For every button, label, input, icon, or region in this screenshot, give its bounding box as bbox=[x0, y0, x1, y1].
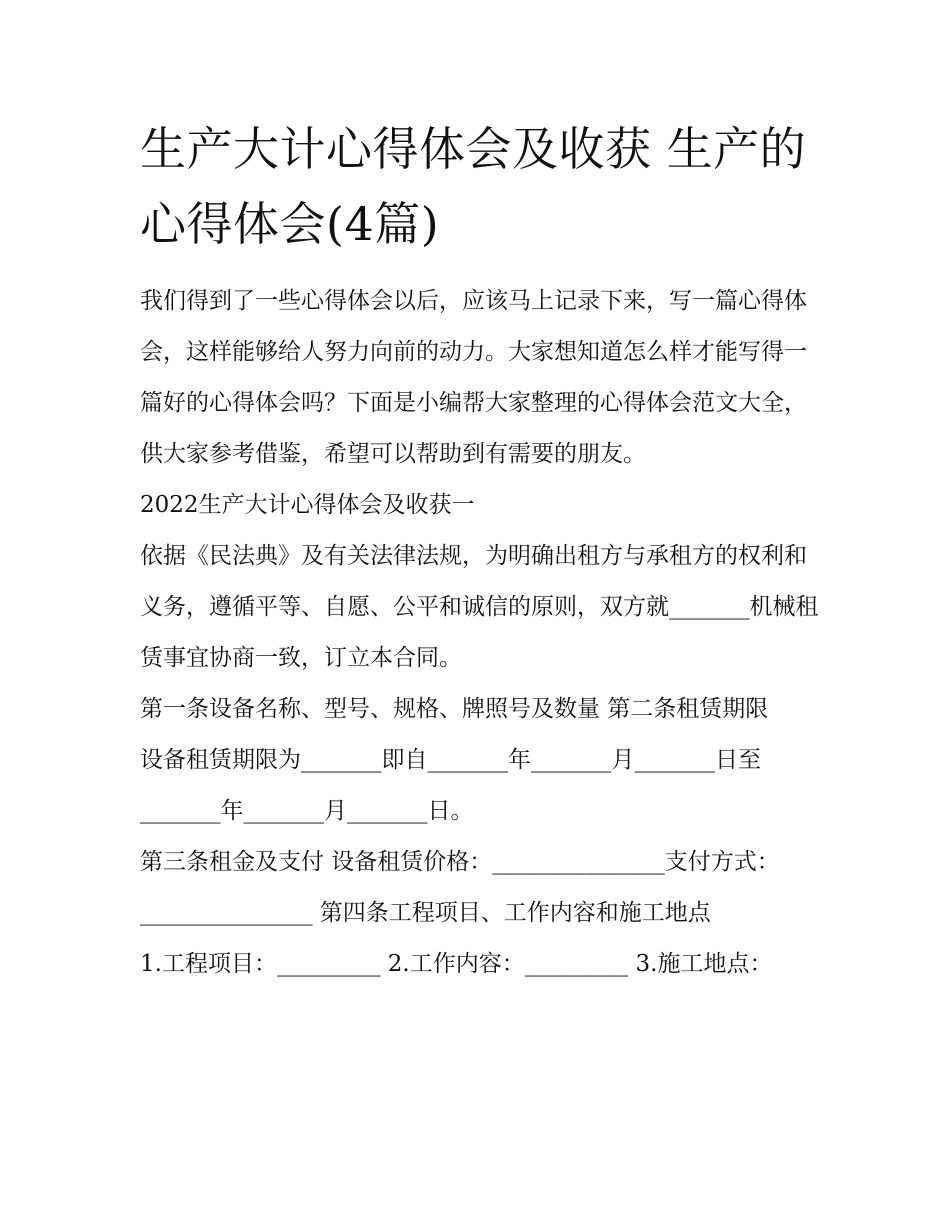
section-heading: 2022生产大计心得体会及收获一 bbox=[140, 492, 475, 518]
lease-period: 设备租赁期限为_______即自_______年_______月_______日至_______年_______月_______日。 bbox=[140, 747, 761, 824]
document-title: 生产大计心得体会及收获 生产的心得体会(4篇) bbox=[140, 122, 807, 251]
article-1-2: 第一条设备名称、型号、规格、牌照号及数量 第二条租赁期限 bbox=[140, 696, 769, 722]
intro-paragraph: 我们得到了一些心得体会以后，应该马上记录下来，写一篇心得体会，这样能够给人努力向前的动力。大家想知道怎么样才能写得一篇好的心得体会吗？下面是小编帮大家整理的心得体会范文大全，供大家参考借鉴，希望可以帮助到有需要的朋友。 bbox=[140, 288, 807, 467]
document-body bbox=[140, 276, 820, 990]
article-3-4: 第三条租金及支付 设备租赁价格：_______________支付方式：_______________ 第四条工程项目、工作内容和施工地点 bbox=[140, 849, 780, 926]
project-details: 1.工程项目：_________ 2.工作内容：_________ 3.施工地点： bbox=[140, 951, 773, 977]
contract-preamble: 依据《民法典》及有关法律法规，为明确出租方与承租方的权利和义务，遵循平等、自愿、公平和诚信的原则，双方就_______机械租赁事宜协商一致，订立本合同。 bbox=[140, 543, 819, 671]
